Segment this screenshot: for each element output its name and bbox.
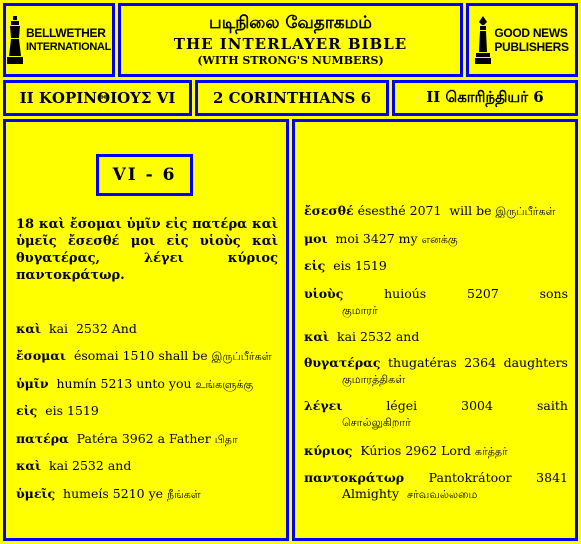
right-logo-line2: PUBLISHERS <box>494 40 569 54</box>
right-word-6: θυγατέρας thugatéras 2364 daughters குமாரத்திகள் <box>304 355 568 386</box>
right-word-3: εἰς eis 1519 <box>304 258 387 273</box>
left-word-5: πατέρα Patéra 3962 a Father பிதா <box>16 431 238 446</box>
chapter-label: VI - 6 <box>96 154 193 196</box>
right-logo-line1: GOOD NEWS <box>494 26 568 40</box>
page-title: THE INTERLAYER BIBLE <box>173 35 408 53</box>
greek-reference-text: II ΚΟΡΙΝΘΙΟΥΣ VI <box>19 89 176 107</box>
right-word-8: κύριος Kúrios 2962 Lord கர்த்தர் <box>304 443 508 458</box>
tamil-reference-text: II கொரிந்தியர் 6 <box>426 88 544 106</box>
figure-logo-icon <box>7 16 23 64</box>
right-word-4: υἱοὺς huioús 5207 sons குமாரர் <box>304 286 568 317</box>
left-word-1: καὶ kai 2532 And <box>16 321 137 336</box>
left-logo-line2: INTERNATIONAL <box>25 41 112 53</box>
title-block <box>118 3 463 77</box>
english-reference-text: 2 CORINTHIANS 6 <box>212 89 372 107</box>
left-logo-line1: BELLWETHER <box>25 26 106 40</box>
good-news-logo <box>466 3 578 77</box>
verse-text: 18 καὶ ἔσομαι ὑμῖν εἰς πατέρα καὶ ὑμεῖς ἔσεσθέ μοι εἰς υἱοὺς καὶ θυγατέρας, λέγει κύριος παντοκράτωρ. <box>16 217 278 283</box>
right-word-5: καὶ kai 2532 and <box>304 329 420 344</box>
left-word-3: ὑμῖν humín 5213 unto you உங்களுக்கு <box>16 376 254 391</box>
torch-logo-icon <box>475 16 491 64</box>
right-word-1: ἔσεσθέ ésesthé 2071 will be இருப்பீர்கள் <box>304 203 556 218</box>
tamil-title: படிநிலை வேதாகமம் <box>209 13 372 33</box>
right-word-9: παντοκράτωρ Pantokrátoor 3841 Almighty சர்வவல்லமை <box>304 470 568 501</box>
bellwether-logo <box>3 3 115 77</box>
page-subtitle: (WITH STRONG'S NUMBERS) <box>197 54 384 67</box>
left-word-2: ἔσομαι ésomai 1510 shall be இருப்பீர்கள் <box>16 348 272 363</box>
right-word-2: μοι moi 3427 my எனக்கு <box>304 231 458 246</box>
left-word-7: ὑμεῖς humeís 5210 ye நீங்கள் <box>16 486 201 501</box>
left-word-4: εἰς eis 1519 <box>16 403 99 418</box>
greek-reference <box>3 80 192 116</box>
english-reference <box>195 80 389 116</box>
left-word-6: καὶ kai 2532 and <box>16 458 132 473</box>
tamil-reference <box>392 80 578 116</box>
right-word-7: λέγει légei 3004 saith சொல்லுகிறார் <box>304 398 568 429</box>
